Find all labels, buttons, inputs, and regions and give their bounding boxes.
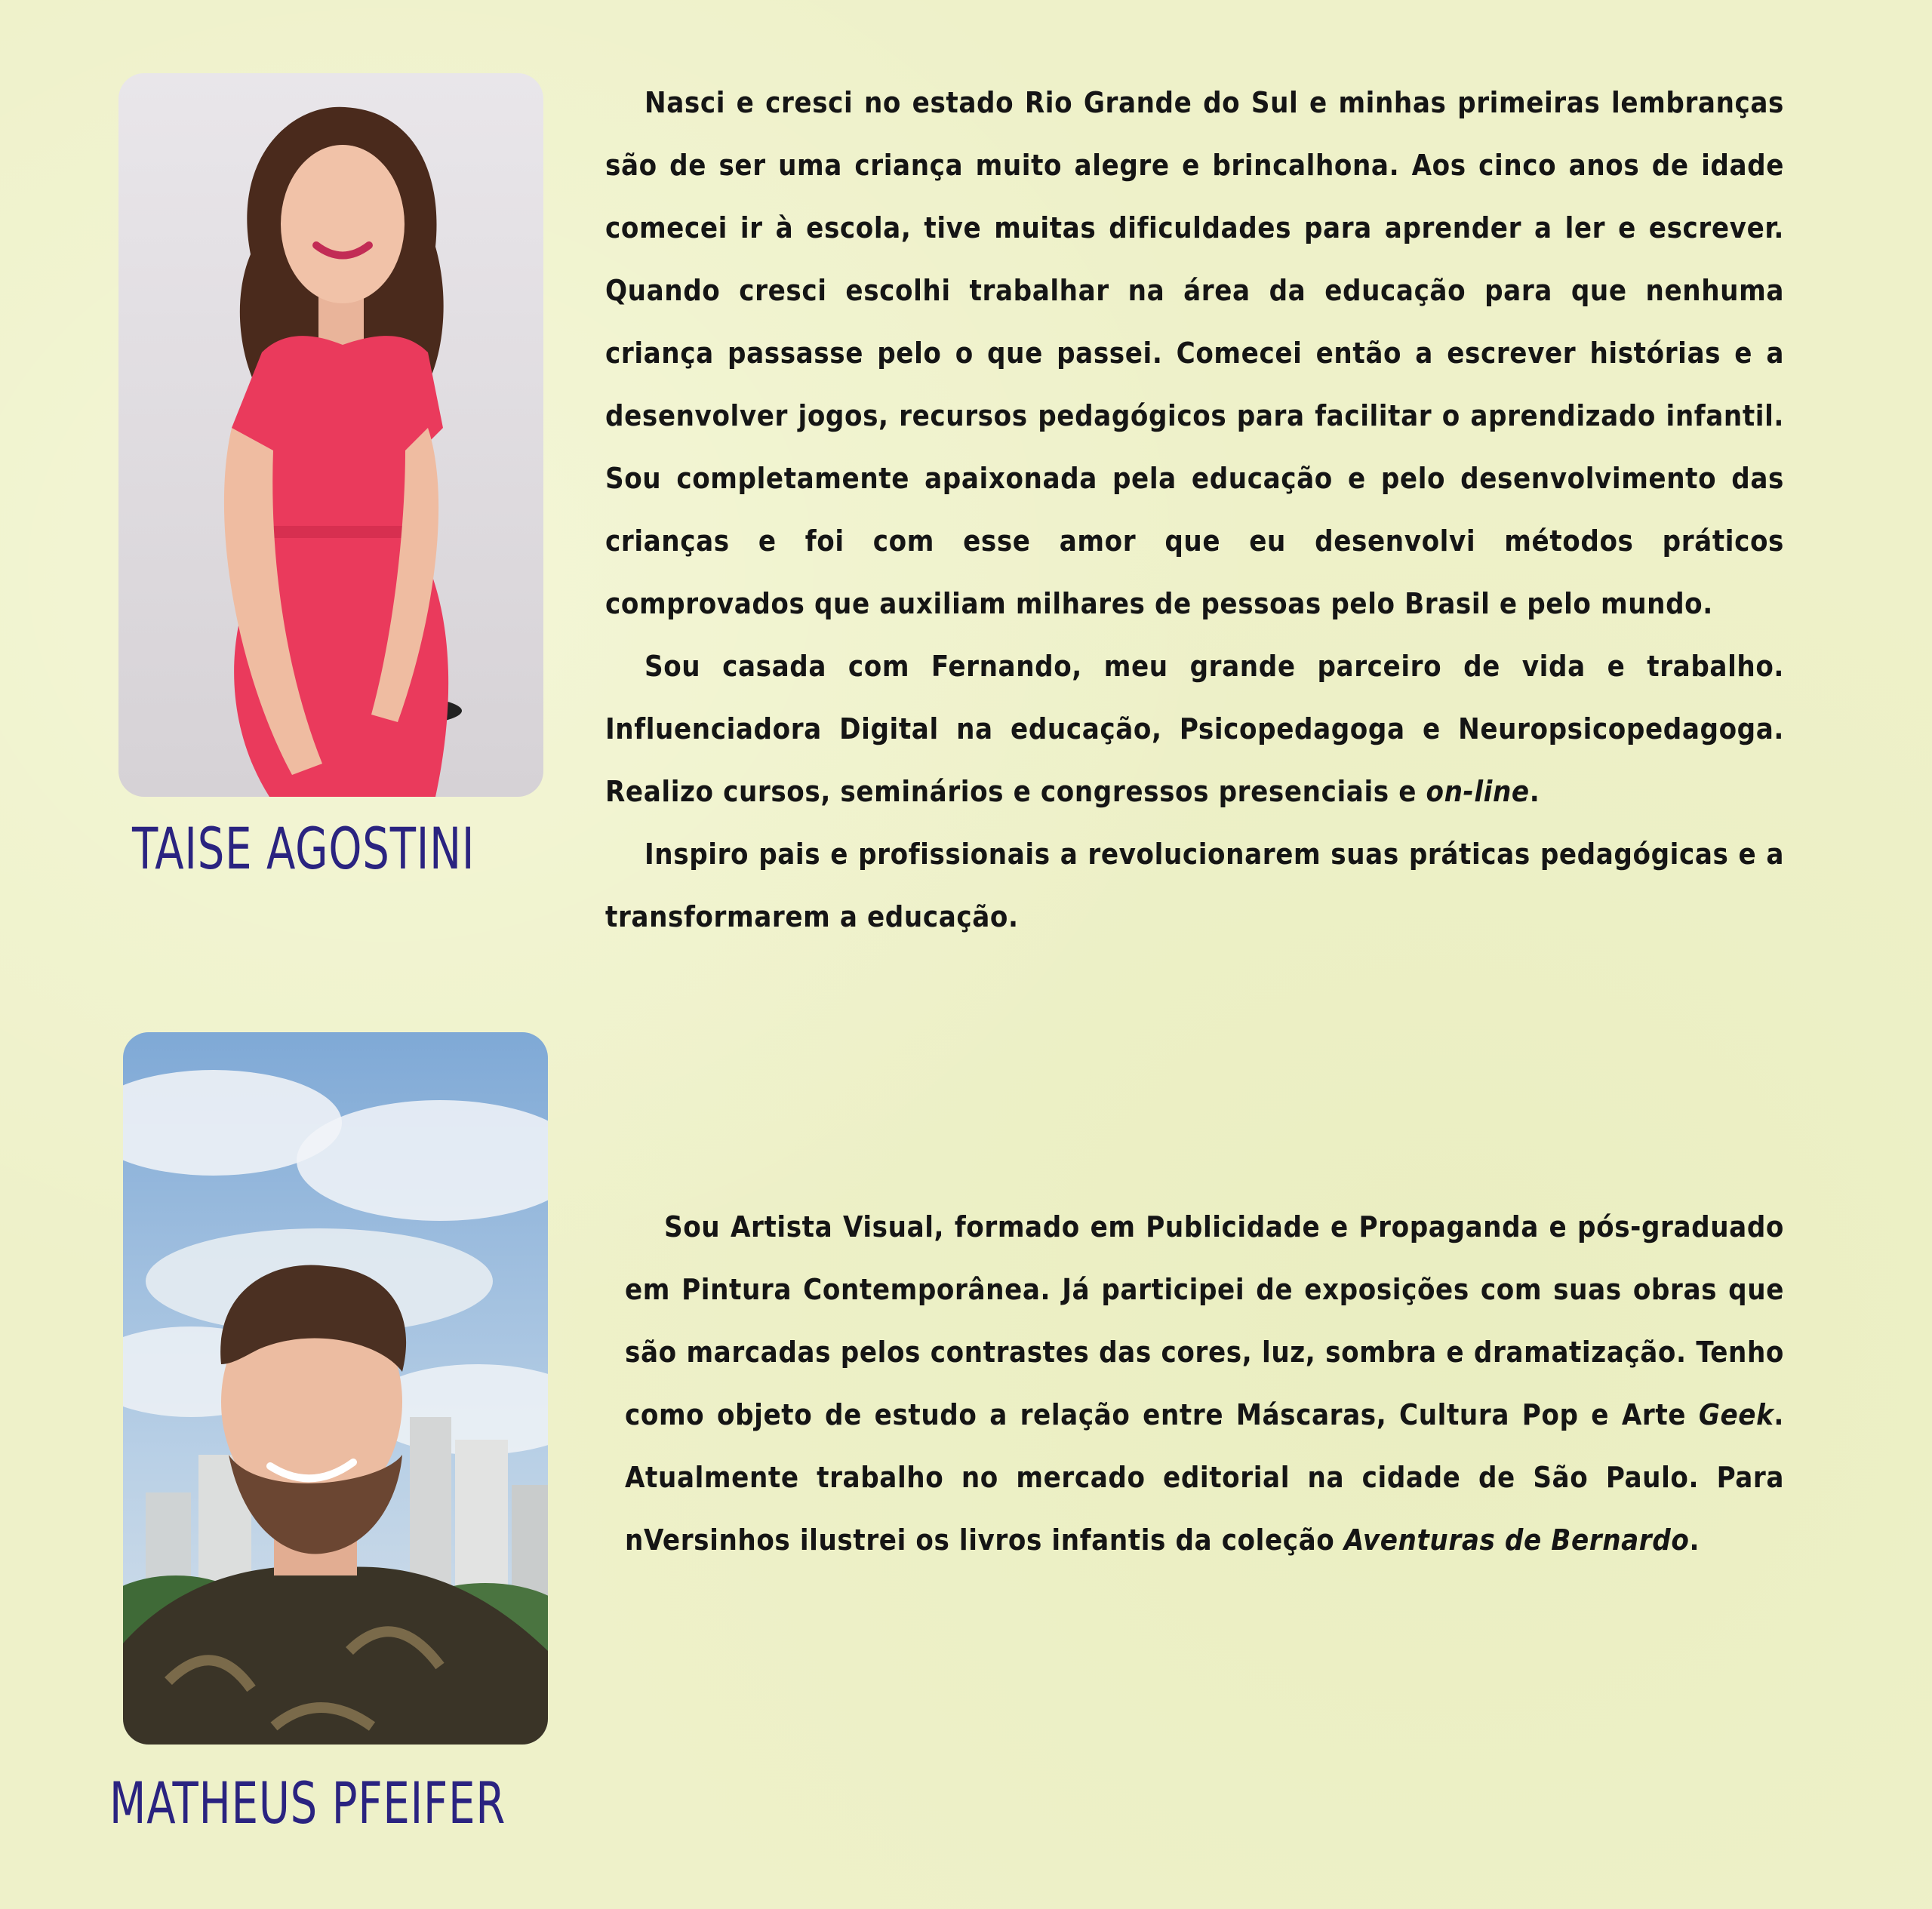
bio-paragraph: Sou casada com Fernando, meu grande parceiro de vida e trabalho. Influenciadora Digital na educação, Psicopedagoga e Neuropsicopedagoga. Realizo cursos, seminários e congressos presenciais e on-line. [605,650,1784,808]
author-photo-taise [118,73,543,797]
bio-paragraph: Nasci e cresci no estado Rio Grande do Sul e minhas primeiras lembranças são de ser uma criança muito alegre e brincalhona. Aos cinco anos de idade comecei ir à escola, tive muitas dificuldades para aprender a ler e escrever. Quando cresci escolhi trabalhar na área da educação para que nenhuma criança passasse pelo o que passei. Comecei então a escrever histórias e a desenvolver jogos, recursos pedagógicos para facilitar o aprendizado infantil. Sou completamente apaixonada pela educação e pelo desenvolvimento das crianças e foi com esse amor que eu desenvolvi métodos práticos comprovados que auxiliam milhares de pessoas pelo Brasil e pelo mundo. [605,86,1784,620]
author-bio-matheus [625,1196,1784,1572]
emphasis-online: on-line [1426,775,1530,808]
emphasis-geek: Geek [1698,1398,1774,1431]
author-name-matheus: MATHEUS PFEIFER [109,1769,506,1837]
emphasis-book-title: Aventuras de Bernardo [1343,1523,1690,1557]
bio-paragraph: Sou Artista Visual, formado em Publicidade e Propaganda e pós-graduado em Pintura Contemporânea. Já participei de exposições com suas obras que são marcadas pelos contrastes das cores, luz, sombra e dramatização. Tenho como objeto de estudo a relação entre Máscaras, Cultura Pop e Arte Geek. Atualmente trabalho no mercado editorial na cidade de São Paulo. Para nVersinhos ilustrei os livros infantis da coleção Aventuras de Bernardo. [625,1210,1784,1557]
author-bio-taise [605,72,1784,948]
author-photo-matheus [123,1032,548,1745]
author-name-taise: TAISE AGOSTINI [132,815,475,882]
bio-paragraph: Inspiro pais e profissionais a revolucionarem suas práticas pedagógicas e a transformarem a educação. [605,838,1784,933]
